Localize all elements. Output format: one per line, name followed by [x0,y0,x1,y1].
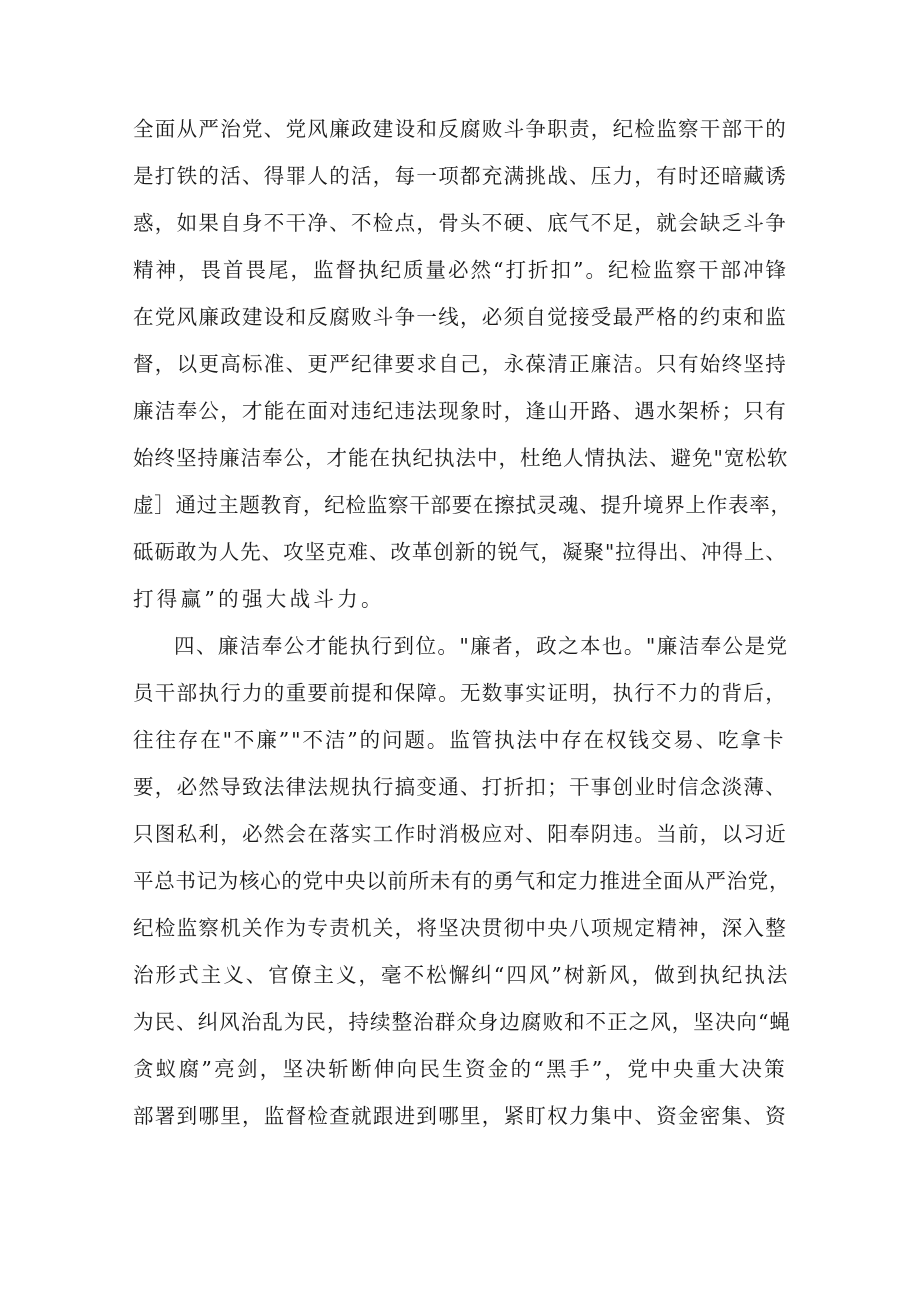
text-line: 要，必然导致法律法规执行搞变通、打折扣；干事创业时信念淡薄、 [133,775,787,799]
text-line: 平总书记为核心的党中央以前所未有的勇气和定力推进全面从严治党， [133,869,791,893]
text-line: 为民、纠风治乱为民，持续整治群众身边腐败和不正之风，坚决向“蝇 [133,1010,792,1034]
text-line: 始终坚持廉洁奉公，才能在执纪执法中，杜绝人情执法、避免"宽松软 [133,446,789,470]
text-line: 往往存在"不廉”"不洁”的问题。监管执法中存在权钱交易、吃拿卡 [133,728,786,752]
text-line: 治形式主义、官僚主义，毫不松懈纠“四风”树新风，做到执纪执法 [133,963,790,987]
text-line: 虚］通过主题教育，纪检监察干部要在擦拭灵魂、提升境界上作表率， [133,493,792,517]
text-line: 砥砺敢为人先、攻坚克难、改革创新的锐气，凝聚"拉得出、冲得上、 [133,540,787,564]
text-line: 惑，如果自身不干净、不检点，骨头不硬、底气不足，就会缺乏斗争 [133,211,787,235]
text-line: 督，以更高标准、更严纪律要求自己，永葆清正廉洁。只有始终坚持 [133,352,787,376]
text-line: 打得赢”的强大战斗力。 [133,587,385,611]
text-line: 廉洁奉公，才能在面对违纪违法现象时，逢山开路、遇水架桥；只有 [133,399,787,423]
text-line: 全面从严治党、党风廉政建设和反腐败斗争职责，纪检监察干部干的 [133,117,787,141]
text-line: 四、廉洁奉公才能执行到位。"廉者，政之本也。"廉洁奉公是党 [174,634,789,658]
text-line: 纪检监察机关作为专责机关，将坚决贯彻中央八项规定精神，深入整 [133,916,787,940]
text-line: 部署到哪里，监督检查就跟进到哪里，紧盯权力集中、资金密集、资 [133,1104,787,1128]
text-line: 是打铁的活、得罪人的活，每一项都充满挑战、压力，有时还暗藏诱 [133,164,787,188]
text-line: 只图私利，必然会在落实工作时消极应对、阳奉阴违。当前，以习近 [133,822,787,846]
text-line: 员干部执行力的重要前提和保障。无数事实证明，执行不力的背后， [133,681,787,705]
text-line: 贪蚁腐”亮剑，坚决斩断伸向民生资金的“黑手”，党中央重大决策 [133,1057,787,1081]
text-line: 在党风廉政建设和反腐败斗争一线，必须自觉接受最严格的约束和监 [133,305,787,329]
text-line: 精神，畏首畏尾，监督执纪质量必然“打折扣”。纪检监察干部冲锋 [133,258,788,282]
